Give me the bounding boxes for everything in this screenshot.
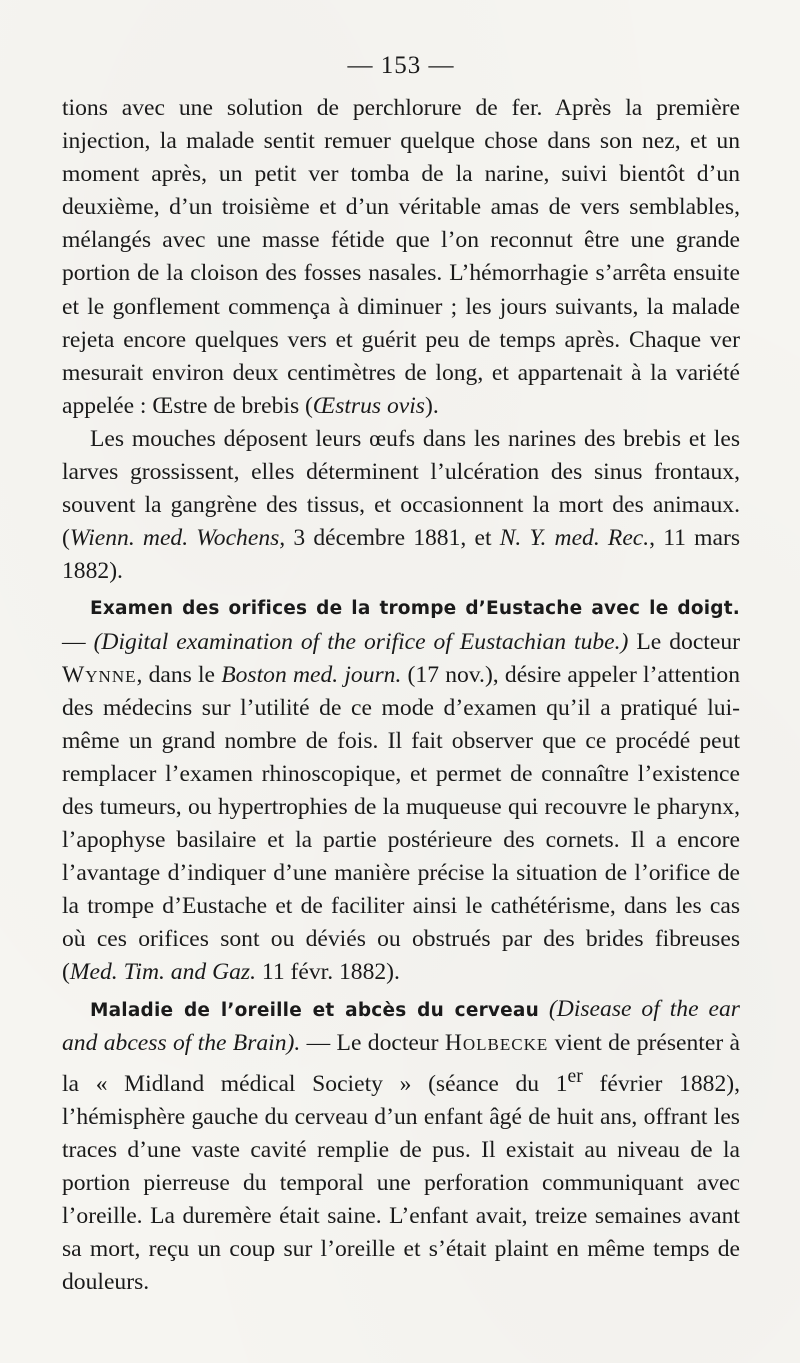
paragraph-text: tions avec une solution de perchlorure de fer. Après la première injection, la malade sentit remuer quelque chose dans son nez, et un moment après, un petit ver tomba de la narine, suivi bientôt d’un deuxième, d’un troisième et d’un véritable amas de vers semblables, mélangés avec une masse fétide que l’on reconnut être une grande portion de la cloison des fosses nasales. L’hémorrhagie s’arrêta ensuite et le gonflement commença à diminuer ; les jours suivants, la malade rejeta encore quelques vers et guérit peu de temps après. Chaque ver mesurait environ deux centimètres de long, et appartenait à la variété appelée : Œstre de brebis (: [62, 95, 740, 419]
paragraph-text: (17 nov.), désire appeler l’attention des médecins sur l’utilité de ce mode d’examen qu’il a pratiqué lui-même un grand nombre de fois. Il fait observer que ce procédé peut remplacer l’examen rhinoscopique, et permet de connaître l’existence des tumeurs, ou hypertrophies de la muqueuse qui recouvre le pharynx, l’apophyse basilaire et la partie postérieure des cornets. Il a encore l’avantage d’indiquer d’une manière précise la situation de l’orifice de la trompe d’Eustache et de faciliter ainsi le cathétérisme, dans les cas où ces orifices sont ou déviés ou obstrués par des brides fibreuses (: [62, 661, 740, 986]
paragraph-flies: [62, 423, 740, 588]
section-heading: Maladie de l’oreille et abcès du cerveau: [90, 999, 539, 1021]
species-name: Œstrus ovis: [312, 392, 425, 419]
author-name: Wynne: [62, 661, 137, 688]
paragraph-ear-abscess: [62, 993, 740, 1300]
paragraph-text: , dans le: [136, 661, 222, 688]
english-title: (Digital examination of the orifice of Eustachian tube.): [93, 628, 629, 655]
paragraph-lead: — Le docteur: [300, 1029, 445, 1056]
paragraph-eustachian-exam: [62, 591, 740, 989]
paragraph-text: Les mouches déposent leurs œufs dans les narines des brebis et les larves grossissent, elles déterminent l’ulcération des sinus frontaux, souvent la gangrène des tissus, et occasionnent la mort des animaux. (: [62, 425, 740, 552]
journal-reference: Boston med. journ.: [221, 661, 402, 688]
page-number: — 153 —: [347, 52, 455, 79]
section-heading: Examen des orifices de la trompe d’Eustache avec le doigt.: [90, 598, 740, 620]
heading-dash: —: [62, 628, 94, 655]
english-title: (Disease of the ear and abcess of the Brain).: [62, 995, 740, 1056]
paragraph-text: février 1882), l’hémisphère gauche du cerveau d’un enfant âgé de huit ans, offrant les traces d’une vaste cavité remplie de pus. Il existait au niveau de la portion pierreuse du temporal une perforation communiquant avec l’oreille. La duremère était saine. L’enfant avait, treize semaines avant sa mort, reçu un coup sur l’oreille et s’était plaint en même temps de douleurs.: [62, 1070, 740, 1296]
journal-reference: N. Y. med. Rec.: [499, 525, 650, 552]
paragraph-lead: Le docteur: [628, 628, 740, 655]
paragraph-tail: , 11 mars 1882).: [62, 525, 741, 585]
paragraph-mid: 3 décembre 1881, et: [285, 525, 500, 552]
journal-reference: Wienn. med. Wochens,: [69, 525, 286, 552]
superscript: er: [567, 1064, 583, 1087]
author-name: Holbecke: [444, 1029, 549, 1056]
journal-reference: Med. Tim. and Gaz.: [69, 959, 256, 986]
paragraph-text: vient de présenter à la « Midland médical Society » (séance du 1: [62, 1029, 740, 1097]
paragraph-tail: ).: [425, 392, 439, 419]
paragraph-tail: 11 févr. 1882).: [256, 959, 400, 986]
paragraph-oestrus-case: [62, 92, 740, 423]
